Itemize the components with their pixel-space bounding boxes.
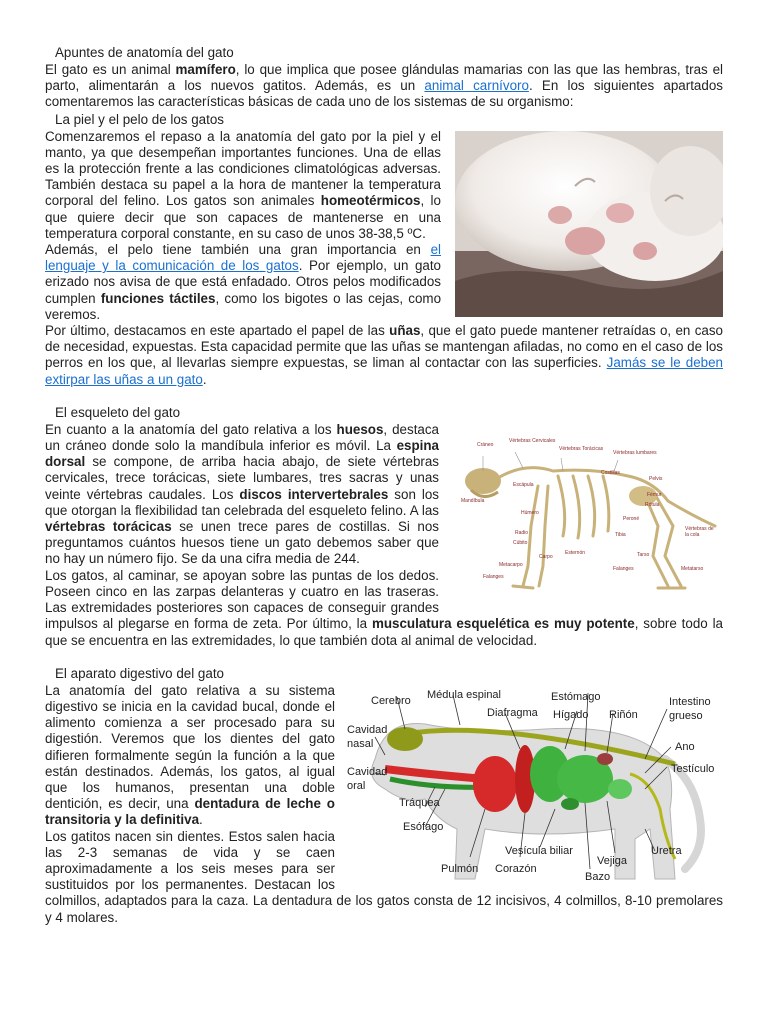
skeleton-label: Cúbito <box>513 539 528 546</box>
text: , como los bigotes o las cejas, como veremos. <box>45 290 442 322</box>
organ-label: Hígado <box>553 708 589 721</box>
skeleton-label: Húmero <box>521 509 539 516</box>
skeleton-label: Tibia <box>615 531 626 538</box>
organ-label: Médula espinal <box>427 688 501 701</box>
skeleton-label: Radio <box>515 529 529 536</box>
organ-label: Ano <box>675 740 695 753</box>
skeleton-label: Vértebras lumbares <box>613 449 657 456</box>
skeleton-label: Metacarpo <box>499 561 523 568</box>
text: Por último, destacamos en este apartado el papel de las <box>45 323 390 339</box>
skeleton-label: Falanges <box>483 573 504 580</box>
skeleton-label: Escápula <box>513 481 534 488</box>
link-animal-carnivoro[interactable]: animal carnívoro <box>424 78 529 94</box>
bold-term: funciones táctiles <box>100 290 216 306</box>
organ-label: Diafragma <box>487 706 538 719</box>
bold-term: uñas <box>389 323 421 339</box>
skin-heading: La piel y el pelo de los gatos <box>55 111 224 127</box>
text: , lo que implica que posee glándulas mamarias con las que las hembras, tras el parto, alimentarán a los nuevos gatitos. Además, es un <box>45 62 723 94</box>
skeleton-label: Cráneo <box>477 441 494 448</box>
organ-label: Corazón <box>495 862 537 875</box>
skeleton-label: Rótula <box>645 501 660 508</box>
bold-term: discos intervertebrales <box>239 486 389 502</box>
text: , que el gato puede mantener retraídas o, en caso de necesidad, expuestas. Esta capacidad permite que las uñas se mantengan afiladas, no como en el caso de los perros en los que, al llevarlas siempre expuestas, se liman al contactar con las superficies. <box>45 323 723 371</box>
digestive-paragraph-2: Los gatitos nacen sin dientes. Estos salen hacia las 2-3 semanas de vida y se caen aproximadamente a los seis meses para ser sustituidos por los permanentes. Destacan los colmillos, adaptados para la caza. La dentadura de los gatos consta de 12 incisivos, 4 colmillos, 8-10 premolares y 4 molares. <box>45 828 723 925</box>
bold-term: vértebras torácicas <box>45 519 172 535</box>
digestive-heading: El aparato digestivo del gato <box>55 665 224 681</box>
skeleton-label: Vértebras Torácicas <box>559 445 604 452</box>
bold-term: homeotérmicos <box>320 193 421 209</box>
organ-label: Pulmón <box>441 862 479 875</box>
skin-paragraph-3 <box>45 323 723 388</box>
skeleton-label: Pelvis <box>649 475 663 482</box>
link-lenguaje-gatos[interactable]: el lenguaje y la comunicación de los gatos <box>45 242 441 274</box>
cat-skeleton-diagram <box>453 426 723 604</box>
organ-label: Estómago <box>551 690 601 703</box>
skeleton-label: Tarso <box>637 551 650 558</box>
text: se unen trece pares de costillas. Si nos preguntamos cuántos huesos tiene un gato debemos saber que no hay un número fijo. Se da una cifra media de 244. <box>45 519 439 567</box>
organ-label: Bazo <box>585 870 611 883</box>
text: , lo que quiere decir que son capaces de mantenerse en una temperatura corporal constante, en su caso de unos 38-38,5 ºC. <box>45 193 441 241</box>
skeleton-heading: El esqueleto del gato <box>55 404 181 420</box>
skeleton-label: Vértebras de la cola <box>685 525 714 538</box>
intro-paragraph <box>45 62 723 111</box>
text: Los gatos, al caminar, se apoyan sobre las puntas de los dedos. Poseen cinco en las zarpas delanteras y cuatro en las traseras. Las extremidades posteriores son capaces de conseguir grandes impulsos al plegarse en forma de zeta. Por último, la <box>45 567 439 632</box>
text: En cuanto a la anatomía del gato relativa a los <box>45 421 337 437</box>
skeleton-label: Metatarso <box>681 565 704 572</box>
link-extirpar-unas[interactable]: Jamás se le deben extirpar las uñas a un gato <box>45 355 724 387</box>
organ-label: Riñón <box>609 708 638 721</box>
organ-label: Testículo <box>671 762 715 775</box>
cat-digestive-diagram <box>345 679 723 891</box>
organ-label: Vejiga <box>597 854 627 867</box>
text: se compone, de arriba hacia abajo, de siete vértebras cervicales, trece torácicas, siete lumbares, tres sacras y unas veinte vértebras caudales. Los <box>45 454 439 502</box>
skeleton-label: Mandíbula <box>461 497 485 504</box>
bold-term: espina dorsal <box>45 438 439 470</box>
text: Además, el pelo tiene también una gran importancia en <box>45 242 431 258</box>
text: son los que otorgan la flexibilidad tan celebrada del esqueleto felino. A las <box>45 486 439 518</box>
organ-label: Cavidad nasal <box>347 723 388 750</box>
bold-term: dentadura de leche o transitoria y la definitiva <box>45 796 335 828</box>
text: , destaca un cráneo donde solo la mandíbula inferior es móvil. La <box>45 421 439 454</box>
text: . En los siguientes apartados comentaremos las características básicas de cada uno de los sistemas de su organismo: <box>45 78 723 110</box>
skeleton-label: Falanges <box>613 565 634 572</box>
text: . <box>202 371 207 387</box>
bold-term: musculatura esquelética es muy potente <box>371 616 635 632</box>
document-title: Apuntes de anatomía del gato <box>55 45 234 60</box>
organ-label: Vesícula biliar <box>505 844 573 857</box>
text: El gato es un animal <box>45 62 176 77</box>
organ-label: Cavidad oral <box>347 765 388 792</box>
organ-label: Tráquea <box>399 796 440 809</box>
document <box>45 44 723 926</box>
text: , sobre todo la que se encuentra en las extremidades, lo que también dota al animal de velocidad. <box>45 616 723 648</box>
organ-label: Esófago <box>403 820 444 833</box>
skeleton-label: Peroné <box>623 515 640 522</box>
skeleton-label: Vértebras Cervicales <box>509 437 556 444</box>
text: Comenzaremos el repaso a la anatomía del gato por la piel y el manto, ya que desempeñan importantes funciones. Una de ellas es la protección frente a las condiciones climatológicas adversas. También destaca su papel a la hora de mantener la temperatura corporal del felino. Los gatos son animales <box>45 128 441 209</box>
skeleton-label: Fémur <box>647 491 662 498</box>
skeleton-label: Costillas <box>601 469 620 476</box>
cat-paw-image <box>455 131 723 317</box>
bold-term: huesos <box>336 421 384 437</box>
organ-label: Cerebro <box>371 694 411 707</box>
text: . <box>199 812 203 828</box>
cat-paw-photo <box>455 131 723 317</box>
text: La anatomía del gato relativa a su sistema digestivo se inicia en la cavidad bucal, donde el alimento comienza a ser procesado para su digestión. Veremos que los dientes del gato difieren formalmente según la función a la que están destinados. Además, los gatos, al igual que los humanos, presentan una doble dentición, es decir, una <box>45 682 335 812</box>
bold-term: mamífero <box>175 62 236 77</box>
organ-label: Intestino grueso <box>669 695 711 722</box>
skeleton-label: Esternón <box>565 549 586 556</box>
skeleton-label: Carpo <box>539 553 553 560</box>
text: . Por ejemplo, un gato erizado nos avisa de que está enfadado. Otros pelos modificados cumplen <box>45 258 442 306</box>
organ-label: Uretra <box>651 844 682 857</box>
